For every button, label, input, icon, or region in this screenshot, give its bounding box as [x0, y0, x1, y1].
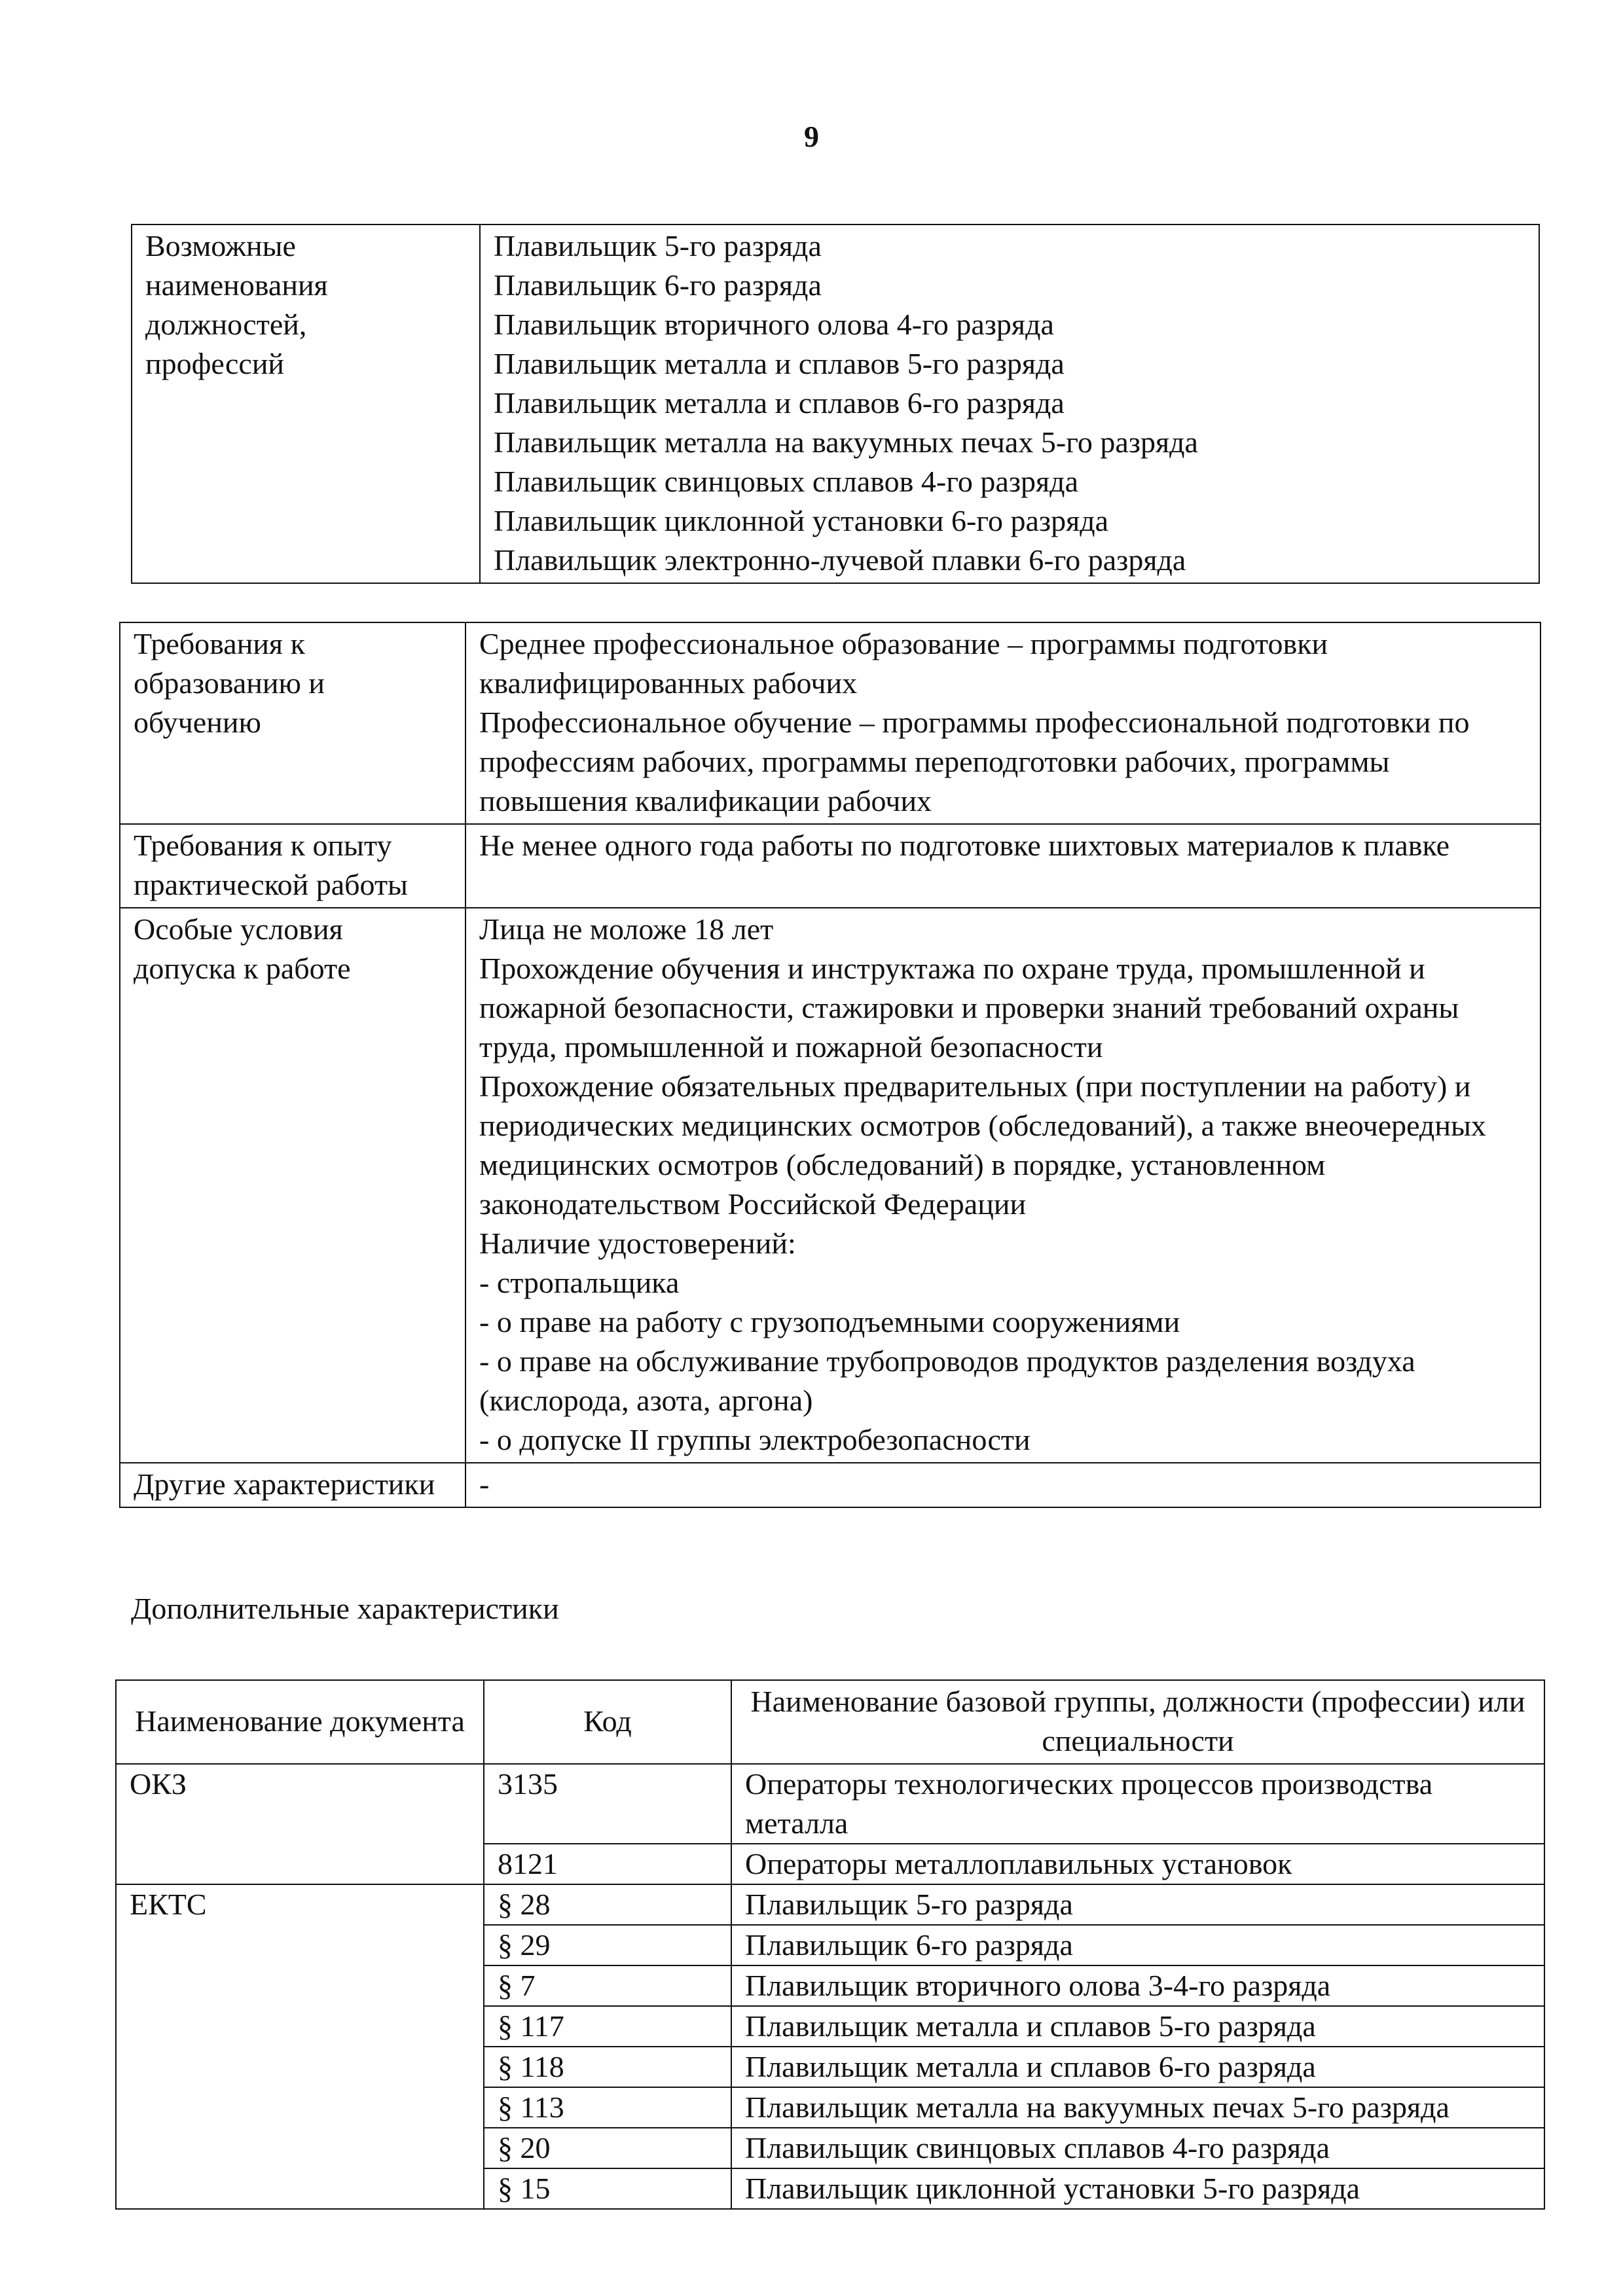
- code-cell: 8121: [484, 1844, 731, 1884]
- code-cell: § 117: [484, 2006, 731, 2047]
- positions-label-line: должностей,: [145, 308, 307, 341]
- header-code: Код: [484, 1680, 731, 1764]
- special-line: Прохождение обучения и инструктажа по охране труда, промышленной и пожарной безопасности, стажировки и проверки знаний требований охраны труда, промышленной и пожарной безопасности: [479, 952, 1459, 1064]
- name-cell: Плавильщик циклонной установки 5-го разряда: [731, 2168, 1544, 2209]
- header-document: Наименование документа: [116, 1680, 484, 1764]
- code-cell: § 118: [484, 2047, 731, 2087]
- code-cell: § 15: [484, 2168, 731, 2209]
- code-cell: § 113: [484, 2087, 731, 2128]
- additional-table: [115, 1679, 1545, 2210]
- requirements-table: [119, 622, 1541, 1508]
- experience-label: [120, 824, 465, 908]
- other-characteristics-row: [120, 1463, 1541, 1507]
- education-line: Среднее профессиональное образование – программы подготовки квалифицированных рабочих: [479, 627, 1328, 700]
- name-cell: Плавильщик свинцовых сплавов 4-го разряда: [731, 2128, 1544, 2168]
- name-cell: Плавильщик металла и сплавов 5-го разряда: [731, 2006, 1544, 2047]
- special-line: - о праве на обслуживание трубопроводов продуктов разделения воздуха (кислорода, азота, аргона): [479, 1344, 1415, 1417]
- document-cell: ЕКТС: [116, 1884, 484, 2209]
- name-cell: Операторы технологических процессов производства металла: [731, 1764, 1544, 1844]
- other-characteristics-label: [120, 1463, 465, 1507]
- education-label-text: Требования к образованию и обучению: [134, 627, 325, 739]
- special-conditions-label: [120, 908, 465, 1463]
- experience-label-text: Требования к опыту практической работы: [134, 829, 408, 901]
- code-cell: § 20: [484, 2128, 731, 2168]
- position-item: Плавильщик циклонной установки 6-го разряда: [494, 504, 1109, 537]
- position-item: Плавильщик электронно-лучевой плавки 6-го разряда: [494, 543, 1186, 577]
- position-item: Плавильщик 6-го разряда: [494, 268, 822, 302]
- document-cell: ОКЗ: [116, 1764, 484, 1884]
- special-line: Прохождение обязательных предварительных (при поступлении на работу) и периодических медицинских осмотров (обследований), а также внеочередных медицинских осмотров (обследований) в порядке, установленном законодательством Российской Федерации: [479, 1069, 1486, 1221]
- position-item: Плавильщик металла на вакуумных печах 5-го разряда: [494, 425, 1198, 459]
- position-item: Плавильщик металла и сплавов 6-го разряда: [494, 386, 1065, 420]
- special-line: Лица не моложе 18 лет: [479, 912, 774, 946]
- special-line: - о допуске II группы электробезопасности: [479, 1423, 1030, 1456]
- header-name: Наименование базовой группы, должности (профессии) или специальности: [731, 1680, 1544, 1764]
- name-cell: Операторы металлоплавильных установок: [731, 1844, 1544, 1884]
- name-cell: Плавильщик металла и сплавов 6-го разряда: [731, 2047, 1544, 2087]
- experience-row: [120, 824, 1541, 908]
- code-cell: 3135: [484, 1764, 731, 1844]
- position-item: Плавильщик свинцовых сплавов 4-го разряда: [494, 465, 1079, 498]
- special-line: - стропальщика: [479, 1266, 680, 1299]
- code-cell: § 28: [484, 1884, 731, 1925]
- education-line: Профессиональное обучение – программы профессиональной подготовки по профессиям рабочих, программы переподготовки рабочих, программы повышения квалификации рабочих: [479, 706, 1470, 817]
- positions-label-line: Возможные: [145, 229, 296, 262]
- positions-list-cell: [480, 224, 1539, 583]
- positions-label-line: наименования: [145, 268, 328, 302]
- positions-label-line: профессий: [145, 347, 285, 380]
- code-cell: § 7: [484, 1965, 731, 2006]
- special-conditions-row: [120, 908, 1541, 1463]
- code-cell: § 29: [484, 1925, 731, 1965]
- positions-row: [132, 224, 1539, 583]
- positions-table: [131, 224, 1540, 584]
- experience-line: Не менее одного года работы по подготовке шихтовых материалов к плавке: [479, 829, 1450, 862]
- page-number: 9: [804, 120, 819, 153]
- special-conditions-label-text: Особые условия допуска к работе: [134, 912, 351, 985]
- name-cell: Плавильщик 6-го разряда: [731, 1925, 1544, 1965]
- table-row: [116, 1884, 1544, 1925]
- experience-value: [465, 824, 1541, 908]
- other-characteristics-label-text: Другие характеристики: [134, 1467, 435, 1501]
- table-row: [116, 1764, 1544, 1844]
- name-cell: Плавильщик 5-го разряда: [731, 1884, 1544, 1925]
- education-row: [120, 622, 1541, 824]
- special-line: - о праве на работу с грузоподъемными сооружениями: [479, 1305, 1180, 1338]
- education-value: [465, 622, 1541, 824]
- position-item: Плавильщик вторичного олова 4-го разряда: [494, 308, 1054, 341]
- special-line: Наличие удостоверений:: [479, 1227, 796, 1260]
- special-conditions-value: [465, 908, 1541, 1463]
- other-characteristics-value-text: -: [479, 1467, 490, 1501]
- position-item: Плавильщик 5-го разряда: [494, 229, 822, 262]
- additional-section-title: Дополнительные характеристики: [131, 1592, 559, 1625]
- name-cell: Плавильщик вторичного олова 3-4-го разряда: [731, 1965, 1544, 2006]
- additional-header-row: [116, 1680, 1544, 1764]
- other-characteristics-value: [465, 1463, 1541, 1507]
- position-item: Плавильщик металла и сплавов 5-го разряда: [494, 347, 1065, 380]
- education-label: [120, 622, 465, 824]
- name-cell: Плавильщик металла на вакуумных печах 5-го разряда: [731, 2087, 1544, 2128]
- positions-label-cell: [132, 224, 480, 583]
